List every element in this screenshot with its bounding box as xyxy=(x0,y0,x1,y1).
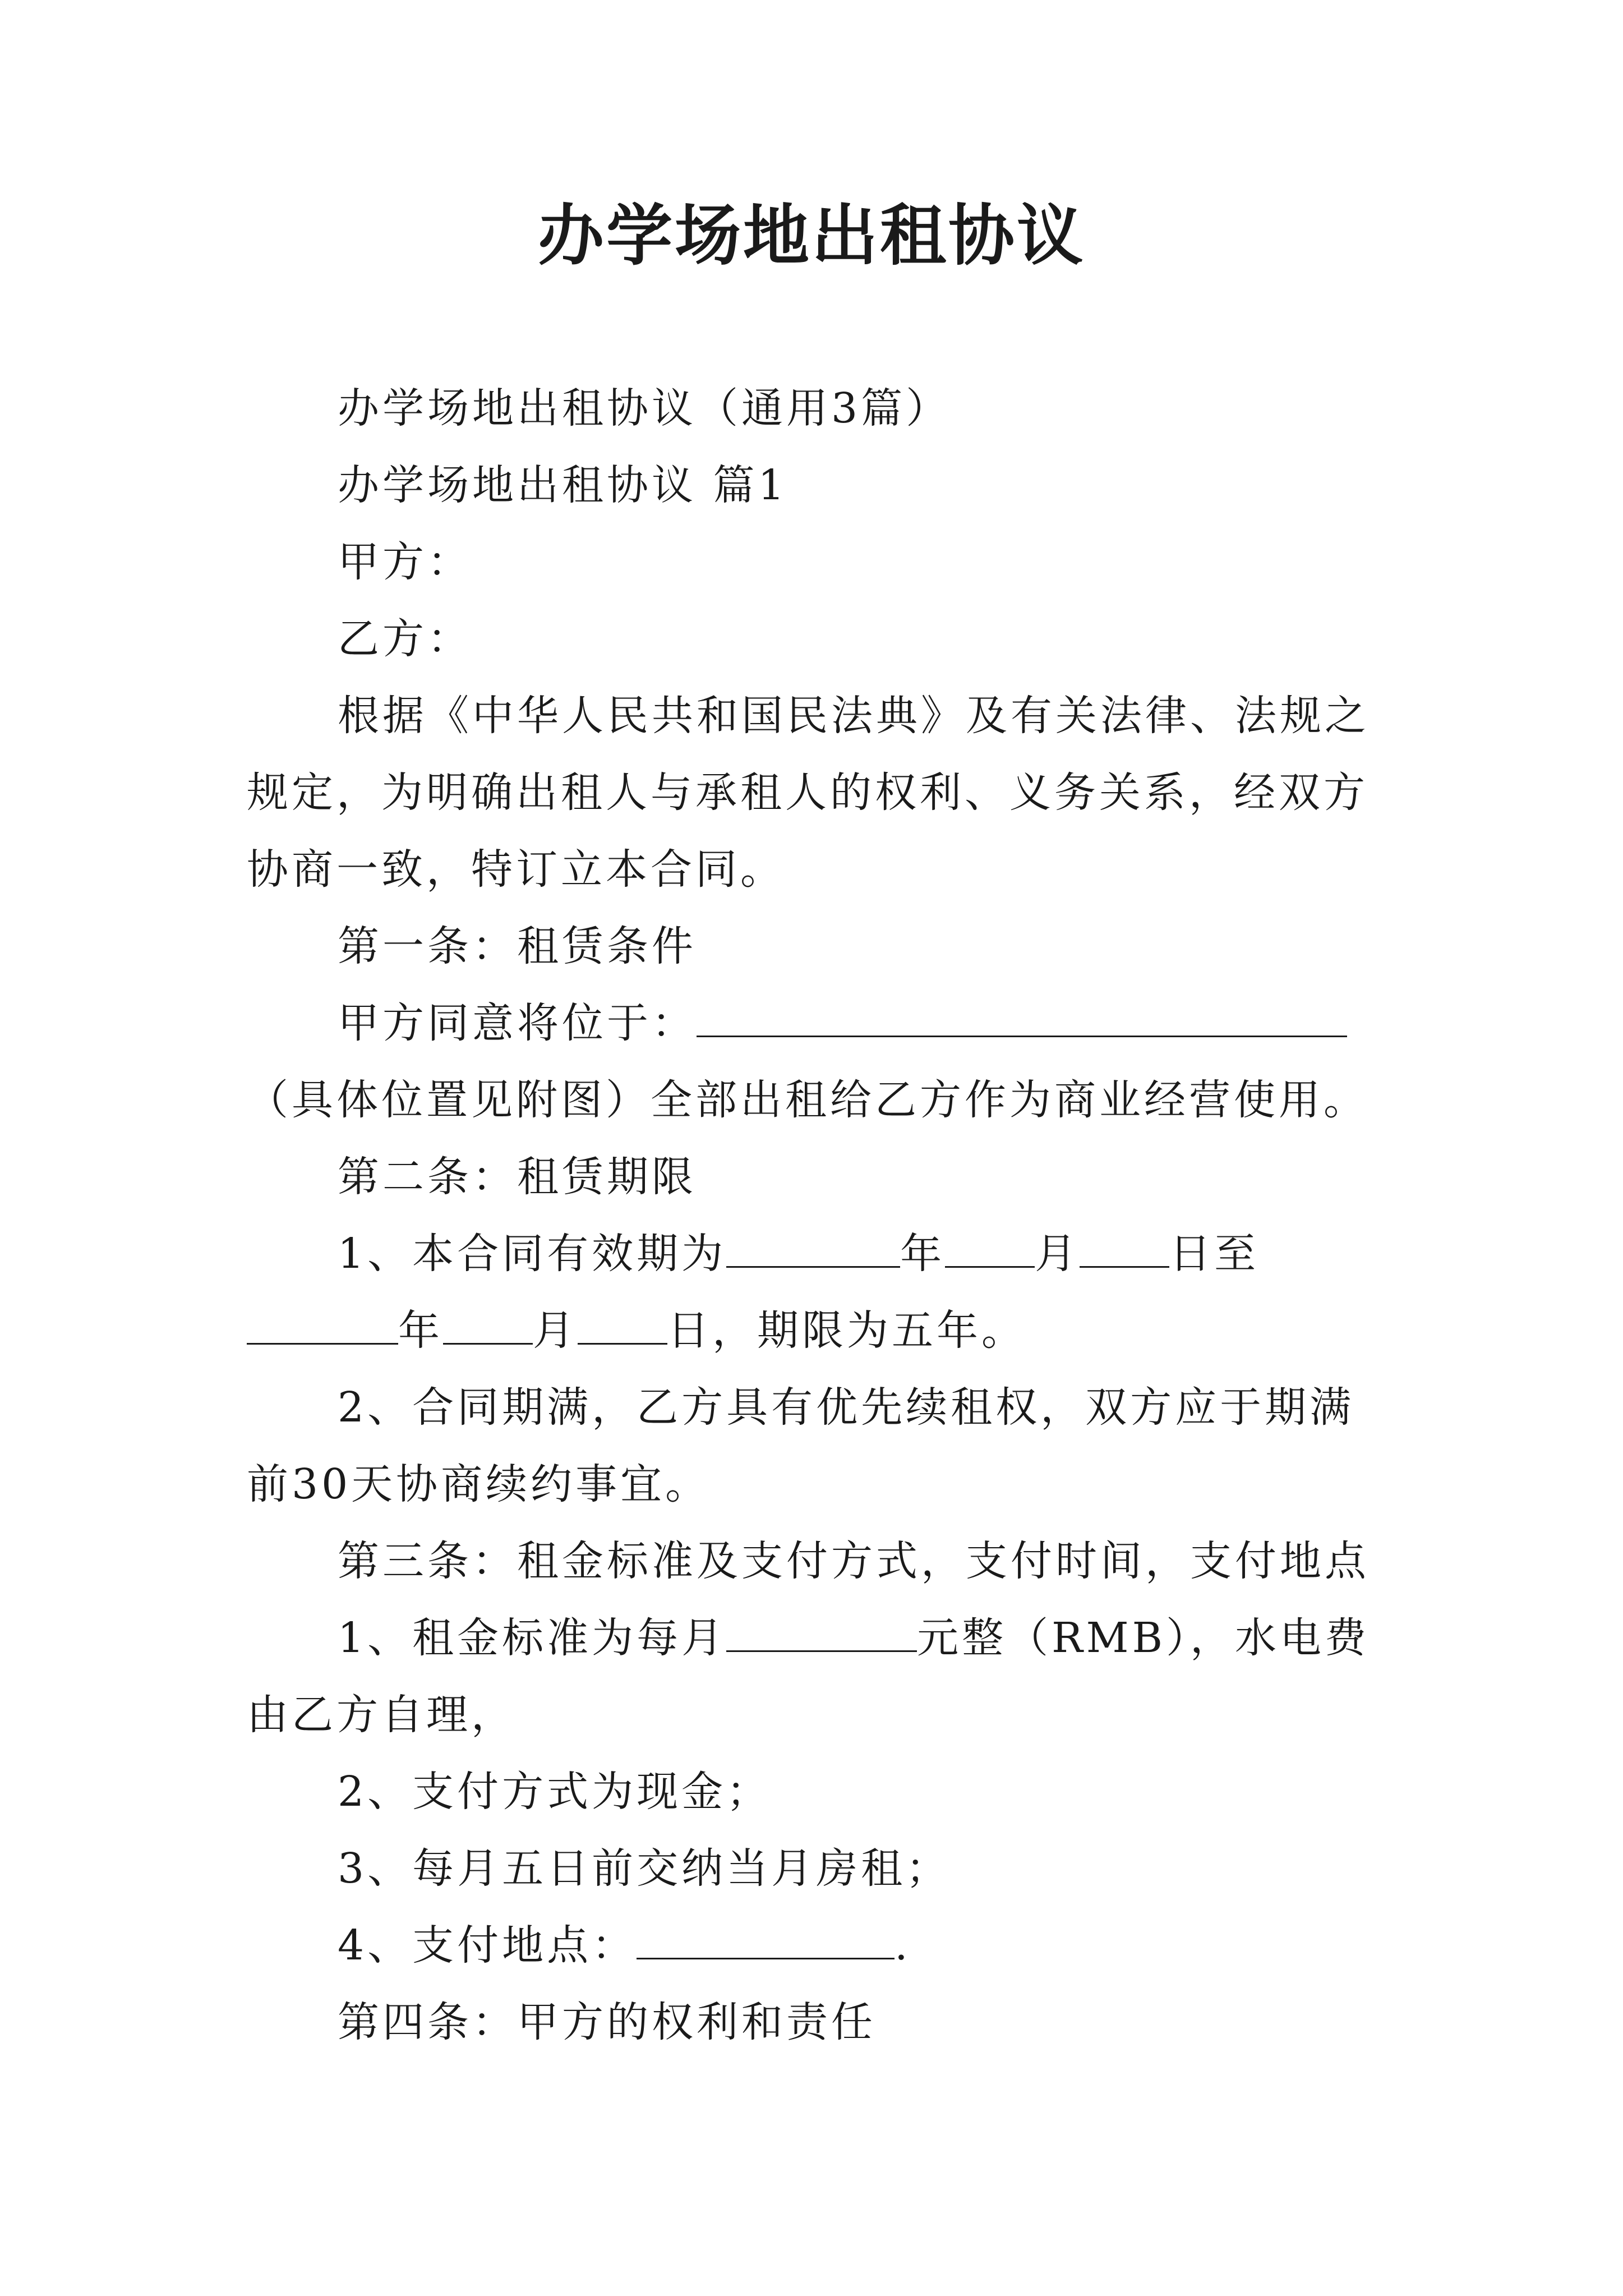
start-year-blank xyxy=(726,1225,900,1268)
rent-text-a: 1、租金标准为每月 xyxy=(338,1614,727,1662)
location-blank xyxy=(697,994,1347,1037)
article-1-text-b: （具体位置见附图）全部出租给乙方作为商业经营使用。 xyxy=(247,1076,1368,1124)
article-1-text-a: 甲方同意将位于： xyxy=(338,999,697,1047)
subtitle: 办学场地出租协议（通用3篇） xyxy=(338,384,951,432)
term-end-text: 日，期限为五年。 xyxy=(667,1306,1026,1355)
payment-place-end: . xyxy=(895,1921,911,1970)
start-month-blank xyxy=(945,1225,1035,1268)
article-3-item-3: 3、每月五日前交纳当月房租； xyxy=(338,1844,951,1893)
document-body xyxy=(247,370,1385,2061)
rent-text-b: 元整（RMB），水电费由乙方自理， xyxy=(247,1614,1370,1739)
term-month-label: 月 xyxy=(1035,1230,1080,1278)
article-3-title: 第三条：租金标准及支付方式，支付时间，支付地点 xyxy=(338,1537,1370,1585)
end-year-blank xyxy=(247,1301,398,1345)
rent-amount-blank xyxy=(726,1609,917,1652)
article-3-item-1 xyxy=(247,1600,1385,1754)
term-month2-label: 月 xyxy=(533,1306,578,1355)
term-year2-label: 年 xyxy=(398,1306,443,1355)
section-heading: 办学场地出租协议 篇1 xyxy=(338,461,788,509)
term-year-label: 年 xyxy=(900,1230,946,1278)
preamble-paragraph: 根据《中华人民共和国民法典》及有关法律、法规之规定，为明确出租人与承租人的权利、义务关系，经双方协商一致，特订立本合同。 xyxy=(247,692,1370,894)
article-4-title: 第四条：甲方的权利和责任 xyxy=(338,1998,876,2046)
start-day-blank xyxy=(1080,1225,1169,1268)
payment-place-blank xyxy=(637,1916,895,1959)
end-month-blank xyxy=(443,1301,533,1345)
article-3-item-2: 2、支付方式为现金； xyxy=(338,1768,772,1816)
payment-place-label: 4、支付地点： xyxy=(338,1921,637,1970)
party-a-label: 甲方： xyxy=(338,538,472,586)
term-text-a: 1、本合同有效期为 xyxy=(338,1230,727,1278)
term-day-to-label: 日至 xyxy=(1169,1230,1260,1278)
article-3-item-4 xyxy=(247,1907,1385,1984)
article-1-title: 第一条：租赁条件 xyxy=(338,922,697,970)
article-2-item-2: 2、合同期满，乙方具有优先续租权，双方应于期满前30天协商续约事宜。 xyxy=(247,1383,1355,1508)
article-2-item-1 xyxy=(247,1216,1385,1369)
article-1-text xyxy=(247,985,1385,1139)
party-b-label: 乙方： xyxy=(338,615,472,663)
end-day-blank xyxy=(578,1301,667,1345)
article-2-title: 第二条：租赁期限 xyxy=(338,1153,697,1201)
document-title: 办学场地出租协议 xyxy=(537,196,1085,274)
